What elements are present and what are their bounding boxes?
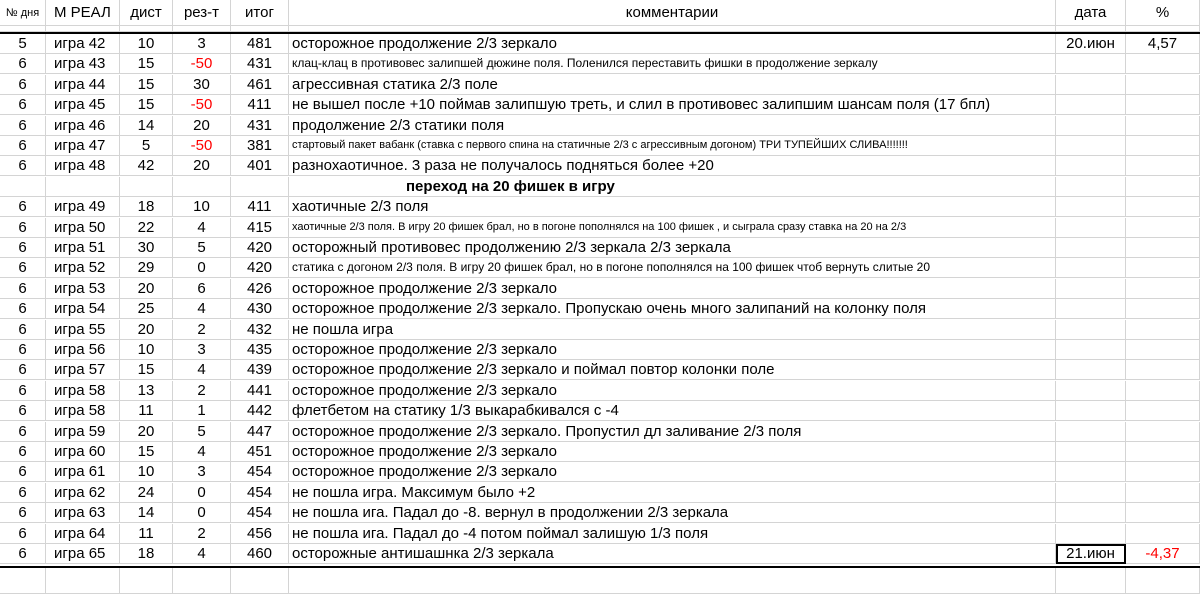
cell-result[interactable]: 4	[173, 360, 231, 380]
cell-result[interactable]: 2	[173, 320, 231, 340]
cell-percent[interactable]	[1126, 197, 1200, 217]
cell-date[interactable]	[1056, 95, 1126, 115]
cell-total[interactable]: 454	[231, 483, 289, 503]
cell-dist[interactable]: 10	[120, 340, 173, 360]
table-row	[0, 524, 1200, 544]
cell-percent[interactable]: 4,57	[1126, 34, 1200, 54]
header-day[interactable]: № дня	[0, 0, 46, 26]
cell-dist[interactable]: 15	[120, 95, 173, 115]
cell-percent[interactable]	[1126, 279, 1200, 299]
cell-date[interactable]	[1056, 299, 1126, 319]
cell-result[interactable]: 30	[173, 75, 231, 95]
cell-day[interactable]: 6	[0, 136, 46, 156]
cell-percent[interactable]	[1126, 156, 1200, 176]
cell-comment[interactable]: осторожные антишашнка 2/3 зеркала	[289, 544, 1056, 564]
cell-dist[interactable]: 10	[120, 462, 173, 482]
table-row	[0, 340, 1200, 360]
cell-dist[interactable]: 15	[120, 442, 173, 462]
cell-day[interactable]: 6	[0, 462, 46, 482]
cell-percent[interactable]	[1126, 258, 1200, 278]
cell-date[interactable]	[1056, 116, 1126, 136]
cell-date[interactable]	[1056, 503, 1126, 523]
cell-date[interactable]	[1056, 279, 1126, 299]
cell-percent[interactable]	[1126, 299, 1200, 319]
cell-day[interactable]: 6	[0, 75, 46, 95]
cell-result[interactable]: 0	[173, 483, 231, 503]
cell-result[interactable]: 1	[173, 401, 231, 421]
table-row	[0, 320, 1200, 340]
cell-result[interactable]: 10	[173, 197, 231, 217]
cell-total[interactable]: 411	[231, 197, 289, 217]
cell-percent[interactable]	[1126, 136, 1200, 156]
cell-total[interactable]: 447	[231, 422, 289, 442]
cell-comment[interactable]: осторожное продолжение 2/3 зеркало	[289, 442, 1056, 462]
cell-game[interactable]: игра 46	[46, 116, 120, 136]
cell-date[interactable]	[1056, 360, 1126, 380]
cell-result[interactable]: 2	[173, 524, 231, 544]
cell-total[interactable]: 431	[231, 54, 289, 74]
cell-dist[interactable]: 11	[120, 524, 173, 544]
cell-comment[interactable]: осторожное продолжение 2/3 зеркало	[289, 34, 1056, 54]
table-row	[0, 197, 1200, 217]
cell-result[interactable]: -50	[173, 95, 231, 115]
cell-result[interactable]: 5	[173, 422, 231, 442]
table-row	[0, 34, 1200, 54]
table-row	[0, 544, 1200, 564]
cell-day[interactable]: 6	[0, 524, 46, 544]
cell-percent[interactable]	[1126, 320, 1200, 340]
cell-percent[interactable]	[1126, 524, 1200, 544]
cell-result[interactable]: 0	[173, 503, 231, 523]
cell-day[interactable]: 6	[0, 381, 46, 401]
cell-game[interactable]: игра 55	[46, 320, 120, 340]
cell-dist[interactable]: 10	[120, 34, 173, 54]
cell-percent[interactable]	[1126, 483, 1200, 503]
cell-result[interactable]: 20	[173, 156, 231, 176]
cell-comment[interactable]: продолжение 2/3 статики поля	[289, 116, 1056, 136]
cell-total[interactable]: 481	[231, 34, 289, 54]
trailing-empty-row	[0, 568, 1200, 594]
cell-comment[interactable]: стартовый пакет вабанк (ставка с первого спина на статичные 2/3 с агрессивным догоном) ТРИ ТУПЕЙШИХ СЛИВА!!!!!!!	[289, 136, 1056, 156]
cell-day[interactable]: 6	[0, 544, 46, 564]
cell-dist[interactable]: 22	[120, 218, 173, 238]
cell-day[interactable]: 6	[0, 360, 46, 380]
table-row	[0, 483, 1200, 503]
cell-date[interactable]	[1056, 442, 1126, 462]
cell-day[interactable]: 6	[0, 238, 46, 258]
cell-percent[interactable]	[1126, 503, 1200, 523]
cell-percent[interactable]	[1126, 401, 1200, 421]
cell-day[interactable]: 6	[0, 218, 46, 238]
cell-comment[interactable]: не пошла ига. Падал до -8. вернул в продолжении 2/3 зеркала	[289, 503, 1056, 523]
cell-total[interactable]: 420	[231, 258, 289, 278]
cell-dist[interactable]: 24	[120, 483, 173, 503]
header-date[interactable]: дата	[1056, 0, 1126, 26]
cell-comment[interactable]: статика с догоном 2/3 поля. В игру 20 фишек брал, но в погоне пополнялся на 100 фишек чтоб вернуть слитые 20	[289, 258, 1056, 278]
cell-date[interactable]	[1056, 238, 1126, 258]
cell-percent[interactable]	[1126, 116, 1200, 136]
cell-day[interactable]: 6	[0, 401, 46, 421]
cell-day[interactable]: 6	[0, 95, 46, 115]
cell-day[interactable]: 5	[0, 34, 46, 54]
table-row	[0, 75, 1200, 95]
cell-date[interactable]	[1056, 197, 1126, 217]
cell-dist[interactable]: 30	[120, 238, 173, 258]
cell-percent[interactable]	[1126, 381, 1200, 401]
table-row	[0, 156, 1200, 176]
cell-result[interactable]: 5	[173, 238, 231, 258]
separator-cell[interactable]	[1056, 177, 1126, 197]
cell-result[interactable]: 4	[173, 442, 231, 462]
cell-result[interactable]: 20	[173, 116, 231, 136]
cell-total[interactable]: 426	[231, 279, 289, 299]
cell-result[interactable]: 2	[173, 381, 231, 401]
cell-result[interactable]: 4	[173, 299, 231, 319]
cell-comment[interactable]: не пошла ига. Падал до -4 потом поймал залишую 1/3 поля	[289, 524, 1056, 544]
cell-dist[interactable]: 14	[120, 503, 173, 523]
cell-comment[interactable]: флетбетом на статику 1/3 выкарабкивался с -4	[289, 401, 1056, 421]
cell-comment[interactable]: не вышел после +10 поймав залипшую треть, и слил в противовес залипшим шансам поля (17 бпл)	[289, 95, 1056, 115]
cell-percent[interactable]	[1126, 238, 1200, 258]
cell-day[interactable]: 6	[0, 340, 46, 360]
header-dist[interactable]: дист	[120, 0, 173, 26]
cell-result[interactable]: -50	[173, 54, 231, 74]
cell-total[interactable]: 442	[231, 401, 289, 421]
cell-day[interactable]: 6	[0, 156, 46, 176]
cell-percent[interactable]	[1126, 462, 1200, 482]
cell-total[interactable]: 461	[231, 75, 289, 95]
cell-total[interactable]: 451	[231, 442, 289, 462]
cell-game[interactable]: игра 61	[46, 462, 120, 482]
cell-game[interactable]: игра 64	[46, 524, 120, 544]
header-game[interactable]: М РЕАЛ	[46, 0, 120, 26]
header-percent[interactable]: %	[1126, 0, 1200, 26]
table-row	[0, 299, 1200, 319]
cell-dist[interactable]: 29	[120, 258, 173, 278]
cell-percent[interactable]	[1126, 340, 1200, 360]
cell-dist[interactable]: 15	[120, 75, 173, 95]
cell-date[interactable]	[1056, 422, 1126, 442]
cell-dist[interactable]: 20	[120, 422, 173, 442]
cell-day[interactable]: 6	[0, 116, 46, 136]
cell-result[interactable]: 6	[173, 279, 231, 299]
cell-game[interactable]: игра 65	[46, 544, 120, 564]
cell-total[interactable]: 454	[231, 503, 289, 523]
cell-total[interactable]: 435	[231, 340, 289, 360]
cell-date[interactable]	[1056, 524, 1126, 544]
cell-result[interactable]: 4	[173, 218, 231, 238]
table-row	[0, 503, 1200, 523]
cell-result[interactable]: 0	[173, 258, 231, 278]
cell-percent[interactable]	[1126, 75, 1200, 95]
cell-result[interactable]: 3	[173, 34, 231, 54]
cell-comment[interactable]: хаотичные 2/3 поля. В игру 20 фишек брал, но в погоне пополнялся на 100 фишек , и сыграла сразу ставка на 20 на 2/3	[289, 218, 1056, 238]
cell-total[interactable]: 420	[231, 238, 289, 258]
cell-date[interactable]: 21.июн	[1056, 544, 1126, 564]
cell-dist[interactable]: 5	[120, 136, 173, 156]
cell-dist[interactable]: 11	[120, 401, 173, 421]
cell-comment[interactable]: осторожное продолжение 2/3 зеркало. Пропускаю очень много залипаний на колонку поля	[289, 299, 1056, 319]
cell-result[interactable]: 3	[173, 462, 231, 482]
cell-game[interactable]: игра 58	[46, 381, 120, 401]
cell-result[interactable]: 4	[173, 544, 231, 564]
cell-total[interactable]: 441	[231, 381, 289, 401]
cell-comment[interactable]: осторожное продолжение 2/3 зеркало	[289, 279, 1056, 299]
cell-date[interactable]	[1056, 462, 1126, 482]
cell-total[interactable]: 411	[231, 95, 289, 115]
cell-percent[interactable]	[1126, 54, 1200, 74]
cell-day[interactable]: 6	[0, 279, 46, 299]
cell-comment[interactable]: осторожное продолжение 2/3 зеркало и поймал повтор колонки поле	[289, 360, 1056, 380]
cell-percent[interactable]	[1126, 442, 1200, 462]
cell-game[interactable]: игра 49	[46, 197, 120, 217]
separator-cell[interactable]	[231, 177, 289, 197]
cell-date[interactable]	[1056, 340, 1126, 360]
separator-cell[interactable]	[46, 177, 120, 197]
separator-label[interactable]: переход на 20 фишек в игру	[289, 177, 1056, 197]
cell-game[interactable]: игра 44	[46, 75, 120, 95]
cell-percent[interactable]	[1126, 95, 1200, 115]
cell-total[interactable]: 454	[231, 462, 289, 482]
cell-game[interactable]: игра 45	[46, 95, 120, 115]
header-row	[0, 0, 1200, 26]
cell-total[interactable]: 432	[231, 320, 289, 340]
cell-game[interactable]: игра 43	[46, 54, 120, 74]
table-row	[0, 54, 1200, 74]
cell-result[interactable]: 3	[173, 340, 231, 360]
cell-percent[interactable]	[1126, 360, 1200, 380]
separator-cell[interactable]	[173, 177, 231, 197]
cell-game[interactable]: игра 48	[46, 156, 120, 176]
cell-day[interactable]: 6	[0, 258, 46, 278]
cell-day[interactable]: 6	[0, 503, 46, 523]
cell-date[interactable]	[1056, 381, 1126, 401]
cell-total[interactable]: 456	[231, 524, 289, 544]
separator-cell[interactable]	[0, 177, 46, 197]
header-result[interactable]: рез-т	[173, 0, 231, 26]
cell-game[interactable]: игра 54	[46, 299, 120, 319]
table-row	[0, 401, 1200, 421]
cell-game[interactable]: игра 57	[46, 360, 120, 380]
cell-percent[interactable]	[1126, 422, 1200, 442]
cell-date[interactable]	[1056, 218, 1126, 238]
cell-date[interactable]: 20.июн	[1056, 34, 1126, 54]
cell-date[interactable]	[1056, 483, 1126, 503]
table-row	[0, 258, 1200, 278]
cell-dist[interactable]: 15	[120, 54, 173, 74]
cell-game[interactable]: игра 53	[46, 279, 120, 299]
header-comment[interactable]: комментарии	[289, 0, 1056, 26]
cell-total[interactable]: 430	[231, 299, 289, 319]
cell-comment[interactable]: не пошла игра. Максимум было +2	[289, 483, 1056, 503]
cell-total[interactable]: 431	[231, 116, 289, 136]
cell-comment[interactable]: осторожное продолжение 2/3 зеркало	[289, 381, 1056, 401]
cell-comment[interactable]: осторожное продолжение 2/3 зеркало. Пропустил дл заливание 2/3 поля	[289, 422, 1056, 442]
cell-comment[interactable]: агрессивная статика 2/3 поле	[289, 75, 1056, 95]
table-row	[0, 422, 1200, 442]
cell-game[interactable]: игра 63	[46, 503, 120, 523]
cell-game[interactable]: игра 58	[46, 401, 120, 421]
cell-total[interactable]: 381	[231, 136, 289, 156]
cell-date[interactable]	[1056, 401, 1126, 421]
cell-dist[interactable]: 20	[120, 320, 173, 340]
cell-dist[interactable]: 14	[120, 116, 173, 136]
cell-game[interactable]: игра 59	[46, 422, 120, 442]
cell-game[interactable]: игра 52	[46, 258, 120, 278]
cell-total[interactable]: 439	[231, 360, 289, 380]
cell-percent[interactable]	[1126, 218, 1200, 238]
cell-total[interactable]: 401	[231, 156, 289, 176]
table-row	[0, 136, 1200, 156]
cell-total[interactable]: 415	[231, 218, 289, 238]
cell-day[interactable]: 6	[0, 299, 46, 319]
table-row	[0, 238, 1200, 258]
cell-comment[interactable]: осторожное продолжение 2/3 зеркало	[289, 462, 1056, 482]
cell-date[interactable]	[1056, 156, 1126, 176]
cell-dist[interactable]: 20	[120, 279, 173, 299]
cell-date[interactable]	[1056, 136, 1126, 156]
table-row	[0, 116, 1200, 136]
cell-day[interactable]: 6	[0, 197, 46, 217]
cell-percent[interactable]: -4,37	[1126, 544, 1200, 564]
cell-game[interactable]: игра 47	[46, 136, 120, 156]
cell-dist[interactable]: 18	[120, 544, 173, 564]
table-row	[0, 381, 1200, 401]
cell-day[interactable]: 6	[0, 422, 46, 442]
cell-comment[interactable]: осторожное продолжение 2/3 зеркало	[289, 340, 1056, 360]
separator-cell[interactable]	[1126, 177, 1200, 197]
cell-game[interactable]: игра 62	[46, 483, 120, 503]
cell-day[interactable]: 6	[0, 54, 46, 74]
cell-dist[interactable]: 15	[120, 360, 173, 380]
cell-dist[interactable]: 42	[120, 156, 173, 176]
cell-day[interactable]: 6	[0, 483, 46, 503]
cell-game[interactable]: игра 51	[46, 238, 120, 258]
cell-dist[interactable]: 18	[120, 197, 173, 217]
cell-result[interactable]: -50	[173, 136, 231, 156]
cell-day[interactable]: 6	[0, 442, 46, 462]
table-row	[0, 442, 1200, 462]
cell-date[interactable]	[1056, 320, 1126, 340]
cell-game[interactable]: игра 60	[46, 442, 120, 462]
cell-game[interactable]: игра 56	[46, 340, 120, 360]
table-row	[0, 279, 1200, 299]
header-total[interactable]: итог	[231, 0, 289, 26]
table-row	[0, 462, 1200, 482]
cell-comment[interactable]: не пошла игра	[289, 320, 1056, 340]
cell-date[interactable]	[1056, 258, 1126, 278]
cell-dist[interactable]: 25	[120, 299, 173, 319]
cell-date[interactable]	[1056, 54, 1126, 74]
cell-comment[interactable]: осторожный противовес продолжению 2/3 зеркала 2/3 зеркала	[289, 238, 1056, 258]
cell-date[interactable]	[1056, 75, 1126, 95]
cell-day[interactable]: 6	[0, 320, 46, 340]
table-row	[0, 360, 1200, 380]
table-row	[0, 95, 1200, 115]
cell-game[interactable]: игра 42	[46, 34, 120, 54]
cell-game[interactable]: игра 50	[46, 218, 120, 238]
cell-comment[interactable]: клац-клац в противовес залипшей дюжине поля. Поленился переставить фишки в продолжение зеркалу	[289, 54, 1056, 74]
cell-comment[interactable]: разнохаотичное. 3 раза не получалось подняться более +20	[289, 156, 1056, 176]
cell-comment[interactable]: хаотичные 2/3 поля	[289, 197, 1056, 217]
section-separator-row	[0, 177, 1200, 197]
separator-cell[interactable]	[120, 177, 173, 197]
cell-total[interactable]: 460	[231, 544, 289, 564]
table-row	[0, 218, 1200, 238]
cell-dist[interactable]: 13	[120, 381, 173, 401]
